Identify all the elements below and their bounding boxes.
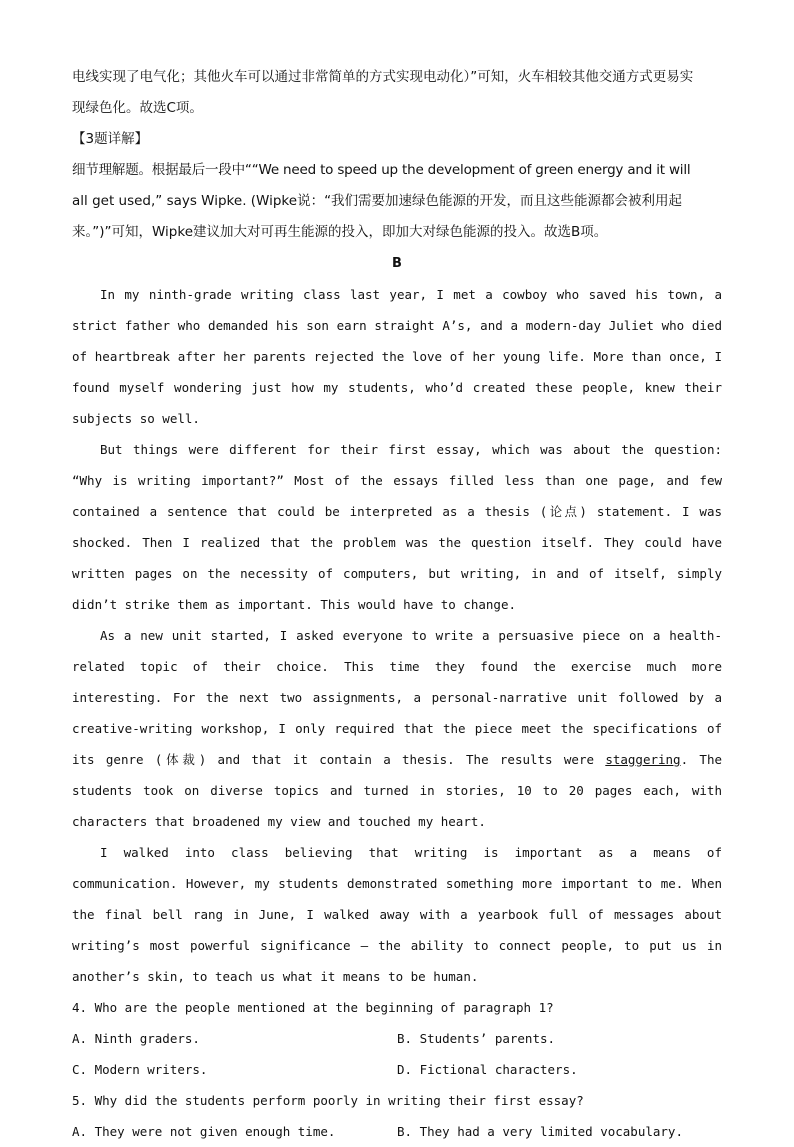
q3-explanation-heading: 【3题详解】 bbox=[72, 131, 149, 147]
passage-paragraph-3 bbox=[72, 620, 722, 837]
paragraph-3-text-start: As a new unit started, I asked everyone to write a persuasive piece on a health-related topic of their choice. This time they found the exercise much more interesting. For the next two assignments, a personal-narrative unit followed by a creative-writing workshop, I only required that the piece meet the specifications of its genre (体裁) and that it contain a thesis. The results were bbox=[72, 628, 722, 767]
question-4-stem: 4. Who are the people mentioned at the beginning of paragraph 1? bbox=[72, 1000, 554, 1015]
question-4-option-b: B. Students’ parents. bbox=[397, 1031, 556, 1046]
question-5-stem: 5. Why did the students perform poorly in writing their first essay? bbox=[72, 1093, 584, 1108]
q3-explanation-line-2: all get used,” says Wipke. (Wipke说：“我们需要加速绿色能源的开发，而且这些能源都会被利用起 bbox=[72, 193, 683, 209]
previous-explanation-line-2: 现绿色化。故选C项。 bbox=[72, 100, 203, 116]
underlined-word: staggering bbox=[605, 752, 681, 767]
previous-explanation-line-1: 电线实现了电气化；其他火车可以通过非常简单的方式实现电动化）”可知，火车相较其他交通方式更易实 bbox=[72, 69, 694, 85]
passage-paragraph-4: I walked into class believing that writing is important as a means of communication. However, my students demonstrated something more important to me. When the final bell rang in June, I walked away with a yearbook full of messages about writing’s most powerful significance — the ability to connect people, to put us in another’s skin, to teach us what it means to be human. bbox=[72, 845, 722, 984]
paragraph-3-text-end: . The students took on diverse topics and turned in stories, 10 to 20 pages each, with characters that broadened my view and touched my heart. bbox=[72, 752, 722, 829]
section-label: B bbox=[392, 256, 402, 271]
passage-paragraph-2: But things were different for their first essay, which was about the question: “Why is writing important?” Most of the essays filled less than one page, and few contained a sentence that could be interpreted as a thesis (论点) statement. I was shocked. Then I realized that the problem was the question itself. They could have written pages on the necessity of computers, but writing, in and of itself, simply didn’t strike them as important. This would have to change. bbox=[72, 442, 722, 612]
question-5-options-row-1 bbox=[72, 1116, 722, 1147]
question-4-option-d: D. Fictional characters. bbox=[397, 1062, 578, 1077]
q3-explanation-line-3: 来。”)”可知，Wipke建议加大对可再生能源的投入，即加大对绿色能源的投入。故选B项。 bbox=[72, 224, 608, 240]
q3-explanation-line-1: 细节理解题。根据最后一段中““We need to speed up the development of green energy and it will bbox=[72, 162, 691, 178]
question-4-option-a: A. Ninth graders. bbox=[72, 1031, 200, 1046]
question-5-option-a: A. They were not given enough time. bbox=[72, 1124, 336, 1139]
question-5-option-b: B. They had a very limited vocabulary. bbox=[397, 1124, 683, 1139]
question-4-options-row-1 bbox=[72, 1023, 722, 1054]
passage-paragraph-1: In my ninth-grade writing class last year, I met a cowboy who saved his town, a strict father who demanded his son earn straight A’s, and a modern-day Juliet who died of heartbreak after her parents rejected the love of her young life. More than once, I found myself wondering just how my students, who’d created these people, knew their subjects so well. bbox=[72, 287, 722, 426]
question-4-options-row-2 bbox=[72, 1054, 722, 1085]
question-4-option-c: C. Modern writers. bbox=[72, 1062, 208, 1077]
document-content bbox=[72, 62, 722, 1147]
